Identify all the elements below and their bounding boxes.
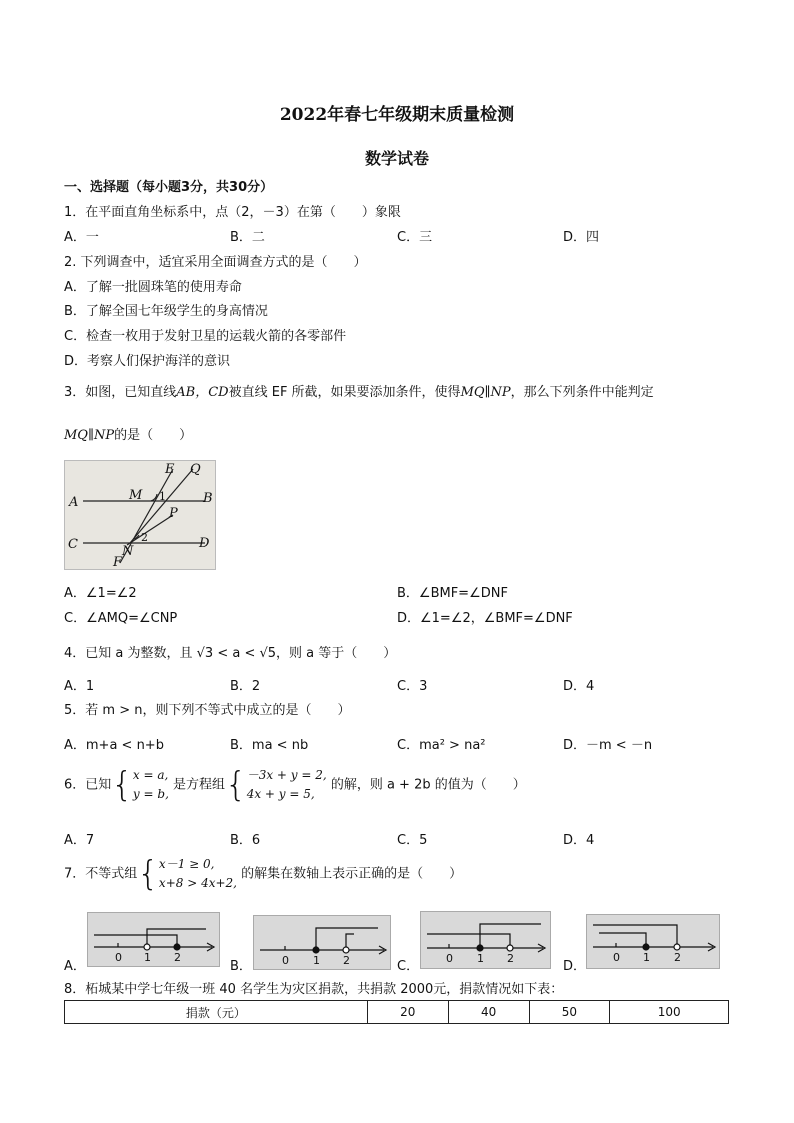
q5-stem: 5．若 m > n，则下列不等式中成立的是（ ） <box>64 703 351 718</box>
q7-option-a-letter: A． <box>64 959 86 974</box>
table-cell: 20 <box>367 1001 448 1024</box>
table-cell: 100 <box>610 1001 729 1024</box>
q6-option-c: C．5 <box>397 833 428 848</box>
q1-option-d: D．四 <box>563 230 600 245</box>
parallel-lines-diagram <box>65 461 215 569</box>
q7-option-d-numberline <box>586 914 720 969</box>
q1-option-b: B．二 <box>230 230 265 245</box>
q3-stem-line2: MQ∥NP的是（ ） <box>64 428 193 443</box>
q5-option-a: A．m+a < n+b <box>64 738 164 753</box>
q6-stem: 6．已知{x = a, y = b, 是方程组{－3x + y = 2, 4x + y = 5, 的解，则 a + 2b 的值为（ ） <box>64 765 526 805</box>
q7-option-d-letter: D． <box>563 959 587 974</box>
svg-text:0: 0 <box>282 954 289 967</box>
page-subtitle: 数学试卷 <box>364 149 429 168</box>
q4-option-a: A．1 <box>64 679 95 694</box>
label-c: C <box>68 537 78 552</box>
q3-option-c: C．∠AMQ=∠CNP <box>64 611 178 626</box>
q3-figure <box>64 460 216 570</box>
q7-option-b-letter: B． <box>230 959 252 974</box>
svg-text:2: 2 <box>507 952 514 965</box>
svg-text:0: 0 <box>446 952 453 965</box>
q2-option-c: C．检查一枚用于发射卫星的运载火箭的各零部件 <box>64 329 347 344</box>
label-1: 1 <box>159 490 166 503</box>
label-p: P <box>169 506 178 521</box>
svg-text:1: 1 <box>643 951 650 964</box>
label-2: 2 <box>141 531 148 544</box>
label-d: D <box>199 536 210 551</box>
q2-option-a: A．了解一批圆珠笔的使用寿命 <box>64 280 242 295</box>
numberline-c <box>421 912 550 968</box>
numberline-b <box>254 916 390 969</box>
q2-option-b: B．了解全国七年级学生的身高情况 <box>64 304 268 319</box>
q4-option-b: B．2 <box>230 679 261 694</box>
q2-option-d: D．考察人们保护海洋的意识 <box>64 354 231 369</box>
page-title: 2022年春七年级期末质量检测 <box>279 105 515 125</box>
label-e: E <box>165 462 175 477</box>
q2-stem: 2. 下列调查中，适宜采用全面调查方式的是（ ） <box>64 255 367 270</box>
numberline-a <box>88 913 219 966</box>
q6-option-d: D．4 <box>563 833 595 848</box>
numberline-d <box>587 915 719 968</box>
q7-option-c-letter: C． <box>397 959 420 974</box>
q3-option-a: A．∠1=∠2 <box>64 586 137 601</box>
svg-text:2: 2 <box>674 951 681 964</box>
q5-option-d: D．－m < －n <box>563 738 653 753</box>
label-n: N <box>122 544 134 559</box>
q6-option-a: A．7 <box>64 833 95 848</box>
svg-text:1: 1 <box>477 952 484 965</box>
q7-option-a-numberline <box>87 912 220 967</box>
q7-option-b-numberline <box>253 915 391 970</box>
section-heading: 一、选择题（每小题3分，共30分） <box>64 180 274 195</box>
svg-text:0: 0 <box>613 951 620 964</box>
q3-option-d: D．∠1=∠2，∠BMF=∠DNF <box>397 611 573 626</box>
table-row <box>65 1001 729 1024</box>
label-f: F <box>113 555 123 569</box>
label-q: Q <box>190 462 201 477</box>
q5-option-c: C．ma² > na² <box>397 738 486 753</box>
svg-text:2: 2 <box>174 951 181 964</box>
label-a: A <box>69 495 79 510</box>
q3-option-b: B．∠BMF=∠DNF <box>397 586 508 601</box>
svg-text:2: 2 <box>343 954 350 967</box>
label-m: M <box>129 488 143 503</box>
table-cell: 捐款（元） <box>65 1001 368 1024</box>
donation-table <box>64 1000 729 1024</box>
q1-stem: 1．在平面直角坐标系中，点（2，－3）在第（ ）象限 <box>64 205 401 220</box>
q4-option-d: D．4 <box>563 679 595 694</box>
table-cell: 40 <box>448 1001 529 1024</box>
q4-stem: 4．已知 a 为整数，且 √3 < a < √5，则 a 等于（ ） <box>64 646 397 661</box>
q6-option-b: B．6 <box>230 833 261 848</box>
svg-text:0: 0 <box>115 951 122 964</box>
svg-text:1: 1 <box>313 954 320 967</box>
q5-option-b: B．ma < nb <box>230 738 309 753</box>
q1-option-a: A．一 <box>64 230 99 245</box>
svg-text:1: 1 <box>144 951 151 964</box>
q3-stem: 3．如图，已知直线AB，CD被直线 EF 所截，如果要添加条件，使得MQ∥NP，那么下列条件中能判定 <box>64 385 654 400</box>
q4-option-c: C．3 <box>397 679 428 694</box>
q8-stem: 8．柘城某中学七年级一班 40 名学生为灾区捐款，共捐款 2000元，捐款情况如下表： <box>64 982 564 997</box>
q7-option-c-numberline <box>420 911 551 969</box>
label-b: B <box>203 491 213 506</box>
q1-option-c: C．三 <box>397 230 433 245</box>
q7-stem: 7．不等式组{x－1 ≥ 0, x+8 > 4x+2, 的解集在数轴上表示正确的是（ ） <box>64 854 463 894</box>
table-cell: 50 <box>529 1001 610 1024</box>
